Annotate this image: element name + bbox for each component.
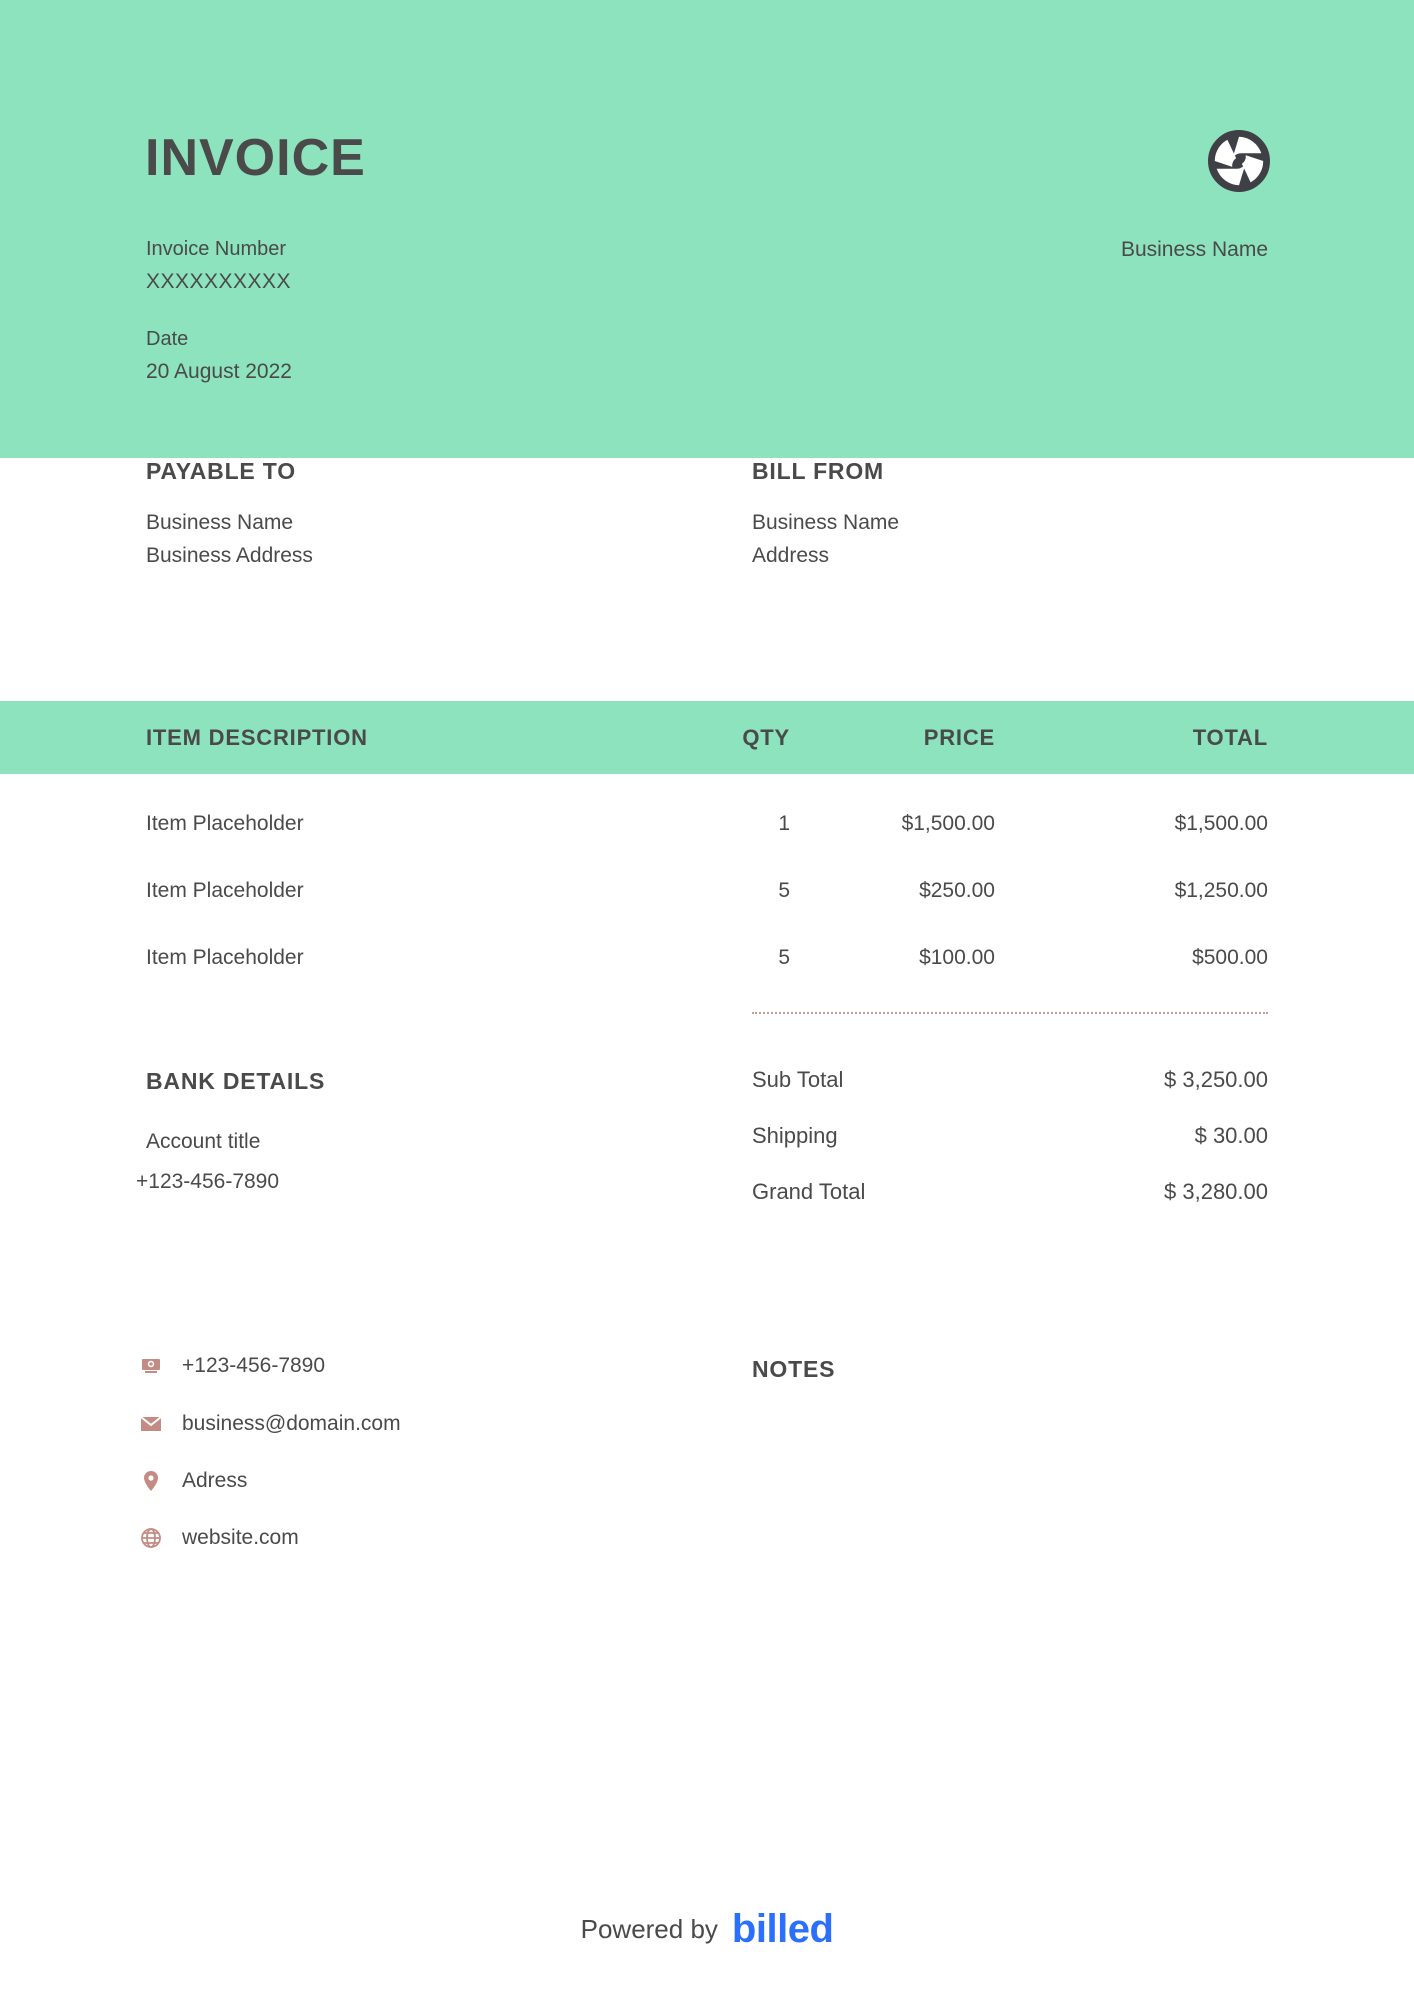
item-total: $500.00	[1192, 946, 1268, 969]
bank-phone: +123-456-7890	[136, 1170, 280, 1193]
contact-phone[interactable]	[138, 1353, 325, 1379]
item-price: $1,500.00	[901, 812, 995, 835]
contact-website-text: website.com	[182, 1526, 299, 1549]
billed-logo: billed	[731, 1907, 834, 1951]
contact-address[interactable]	[138, 1468, 247, 1494]
location-pin-icon	[138, 1468, 164, 1494]
item-description: Item Placeholder	[146, 812, 304, 835]
notes-heading: NOTES	[752, 1356, 836, 1382]
item-qty: 5	[778, 879, 790, 902]
items-table-header	[0, 701, 1414, 774]
aperture-icon	[1208, 130, 1270, 192]
item-description: Item Placeholder	[146, 946, 304, 969]
header-business-name: Business Name	[1120, 238, 1268, 261]
table-row	[0, 946, 1414, 1013]
bank-account-title: Account title	[146, 1130, 261, 1153]
item-qty: 5	[778, 946, 790, 969]
grand-total-value: $ 3,280.00	[1164, 1179, 1268, 1204]
bill-from-line1: Business Name	[752, 511, 900, 534]
contact-address-text: Adress	[182, 1469, 248, 1492]
subtotal-row	[752, 1067, 1268, 1093]
column-header-description: ITEM DESCRIPTION	[146, 725, 368, 750]
invoice-number-value: XXXXXXXXXX	[146, 270, 292, 293]
column-header-total: TOTAL	[1192, 725, 1268, 750]
subtotal-value: $ 3,250.00	[1164, 1067, 1268, 1092]
table-row	[0, 812, 1414, 879]
bill-from-block	[752, 458, 899, 572]
contact-email[interactable]	[138, 1411, 401, 1437]
powered-by-label: Powered by	[580, 1914, 718, 1944]
column-header-price: PRICE	[923, 725, 995, 750]
item-price: $250.00	[919, 879, 995, 902]
invoice-header	[0, 0, 1414, 458]
item-description: Item Placeholder	[146, 879, 304, 902]
item-total: $1,250.00	[1174, 879, 1268, 902]
envelope-icon	[138, 1411, 164, 1437]
bill-from-heading: BILL FROM	[752, 458, 884, 484]
contact-section	[0, 1353, 1414, 1583]
totals-divider	[752, 1012, 1268, 1014]
shipping-value: $ 30.00	[1194, 1123, 1268, 1148]
item-qty: 1	[778, 812, 790, 835]
item-price: $100.00	[919, 946, 995, 969]
shipping-label: Shipping	[752, 1123, 838, 1148]
invoice-number-label: Invoice Number	[146, 238, 287, 260]
invoice-date-value: 20 August 2022	[146, 360, 292, 383]
bank-and-totals-section	[0, 1053, 1414, 1353]
page-title: INVOICE	[145, 129, 366, 187]
payable-to-line2: Business Address	[146, 543, 313, 567]
grand-total-row	[752, 1179, 1268, 1205]
contact-email-text: business@domain.com	[182, 1412, 401, 1435]
parties-section	[0, 458, 1414, 701]
bill-from-line2: Address	[752, 543, 830, 567]
payable-to-block	[146, 458, 313, 572]
contact-website[interactable]	[138, 1525, 299, 1551]
table-row	[0, 879, 1414, 946]
globe-icon	[138, 1525, 164, 1551]
grand-total-label: Grand Total	[752, 1179, 866, 1204]
payable-to-heading: PAYABLE TO	[146, 458, 296, 484]
bank-details-heading: BANK DETAILS	[146, 1068, 326, 1094]
footer	[0, 1907, 1414, 1952]
invoice-date-label: Date	[146, 328, 189, 350]
payable-to-line1: Business Name	[146, 511, 294, 534]
items-table-body	[0, 774, 1414, 1013]
phone-icon	[138, 1353, 164, 1379]
item-total: $1,500.00	[1174, 812, 1268, 835]
contact-phone-text: +123-456-7890	[182, 1354, 326, 1377]
shipping-row	[752, 1123, 1268, 1149]
column-header-qty: QTY	[742, 725, 790, 750]
subtotal-label: Sub Total	[752, 1067, 844, 1092]
